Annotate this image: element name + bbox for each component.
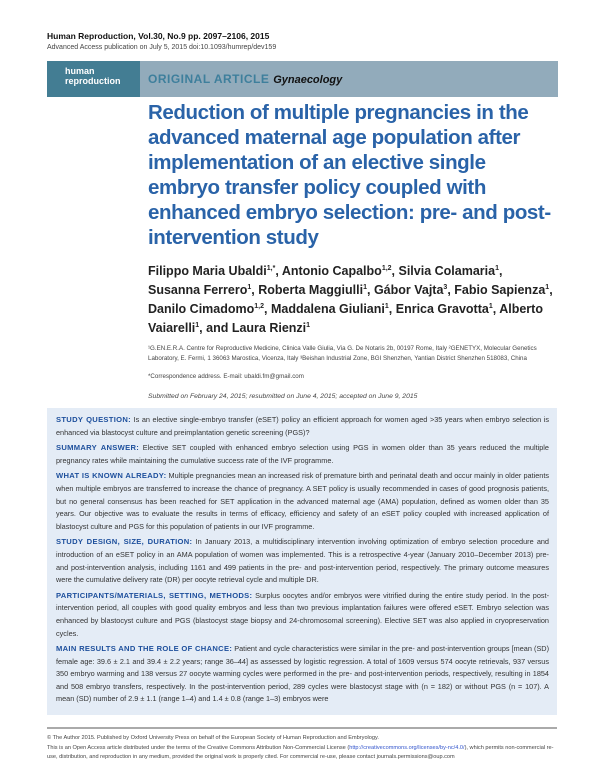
paper-title: Reduction of multiple pregnancies in the advanced maternal age population after implementation of an elective single embryo transfer policy coupled with enhanced embryo selection: pre- and post-intervention study <box>148 101 551 249</box>
affiliations: ¹G.EN.E.R.A. Centre for Reproductive Medicine, Clinica Valle Giulia, Via G. De Notaris 2b, 00197 Rome, Italy ²GENETYX, Molecular Genetics Laboratory, E. Fermi, 1 36063 Marostica, Vicenza, Italy ³Beishan Industrial Zone, BGI Shenzhen, Yantian District Shenzhen 518083, China <box>148 345 537 362</box>
abstract-section-label: STUDY QUESTION: <box>56 415 131 424</box>
copyright-line: © The Author 2015. Published by Oxford University Press on behalf of the European Society of Human Reproduction and Embryology. <box>47 735 379 742</box>
license-text: This is an Open Access article distributed under the terms of the Creative Commons Attribution Non-Commercial License ( <box>47 744 350 751</box>
section-label: Gynaecology <box>273 74 343 86</box>
author-affiliation-mark: 1 <box>195 321 200 329</box>
footer-divider <box>47 727 557 729</box>
author-affiliation-mark: 1,2 <box>254 302 264 310</box>
abstract-section-label: PARTICIPANTS/MATERIALS, SETTING, METHODS: <box>56 590 253 600</box>
abstract-section-text: In January 2013, a multidisciplinary intervention involving optimization of embryo selection procedure and introduction of an eSET policy in an AMA population of women was implemented. This is a retrospective 4-year (January 2010–December 2013) pre- and post-intervention analysis, including 1161 and 499 patients in the pre- and post-intervention period, respectively. The primary outcome measures were the cumulative delivery rate (DR) per oocyte retrieval cycle and multiple DR. <box>56 537 549 585</box>
abstract-section-label: STUDY DESIGN, SIZE, DURATION: <box>56 537 193 547</box>
logo-line: reproduction <box>65 76 121 86</box>
abstract-section-label: SUMMARY ANSWER: <box>56 443 140 453</box>
author-affiliation-mark: 3 <box>443 283 448 291</box>
author: Silvia Colamaria$^1$ <box>398 264 499 278</box>
author: Roberta Maggiulli$^1$ <box>258 283 367 297</box>
author-affiliation-mark: 1 <box>545 283 550 291</box>
author: Maddalena Giuliani$^1$ <box>270 302 389 316</box>
abstract-section-text: Is an elective single-embryo transfer (eSET) policy an efficient approach for women aged >35 years when embryo selection is enhanced via blastocyst culture and preimplantation genetic screening (PGS)? <box>56 415 549 437</box>
abstract-section-text: Patient and cycle characteristics were similar in the pre- and post-intervention groups [mean (SD) female age: 39.6 ± 2.1 and 39.4 ± 2.2 years; range 36–44] as assessed by logistic regression. A total of 1609 versus 574 oocyte retrievals, 937 versus 350 embryo warming and 138 versus 27 oocyte warming cycles were performed in the pre- and post-intervention periods, respectively, resulting in 1854 and 508 embryo transfers, respectively. In the post-intervention period, 289 cycles were blastocyst stage with (n = 182) or without PGS (n = 107). A mean (SD) number of 2.9 ± 1.1 (range 1–4) and 1.4 ± 0.8 (range 1–3) embryos were <box>56 644 550 704</box>
abstract-section <box>56 442 549 467</box>
author-list: Filippo Maria Ubaldi$^{1,*}$, Antonio Capalbo$^{1,2}$, Silvia Colamaria$^1$, Susanna Ferrero$^1$, Roberta Maggiulli$^1$, Gábor Vajta$^3$, Fabio Sapienza$^1$, Danilo Cimadomo$^{1,2}$, Maddalena Giuliani$^1$, Enrica Gravotta$^1$, Alberto Vaiarelli$^1$, and Laura Rienzi$^1$ <box>148 264 553 335</box>
author: Enrica Gravotta$^1$ <box>395 302 493 316</box>
logo-line: human <box>65 66 95 76</box>
author: Laura Rienzi$^1$ <box>231 321 311 335</box>
abstract-box <box>47 408 557 715</box>
abstract-section-text: Surplus oocytes and/or embryos were vitrified during the entire study period. In the post-intervention period, all couples with good quality embryos and less than two previous implantation failures were offered eSET. Embryo selection was enhanced by blastocyst culture and PGS (blastocyst stage biopsy and 24-chromosomal screening). Elective SET was also applied in cryopreservation cycles. <box>56 590 550 638</box>
author-affiliation-mark: 1,* <box>266 264 276 272</box>
author-affiliation-mark: 1 <box>247 283 252 291</box>
article-type-label: ORIGINAL ARTICLE <box>148 72 270 86</box>
abstract-section-text: Elective SET coupled with enhanced embryo selection using PGS in women older than 35 years reduced the multiple pregnancy rates while maintaining the cumulative success rate of the IVF programme. <box>56 443 549 465</box>
correspondence: *Correspondence address. E-mail: ubaldi.fm@gmail.com <box>148 373 304 380</box>
author: Antonio Capalbo$^{1,2}$ <box>281 264 392 278</box>
author-affiliation-mark: 1 <box>495 264 499 272</box>
journal-citation: Human Reproduction, Vol.30, No.9 pp. 2097–2106, 2015 <box>47 31 270 41</box>
abstract-section-text: Multiple pregnancies mean an increased risk of premature birth and perinatal death and occur mainly in older patients when multiple embryos are transferred to increase the chance of pregnancy. A SET policy is usually recommended in cases of good prognosis patients, but no general consensus has been reached for SET application in the advanced maternal age (AMA) population, defined as women older than 35 years. Our objective was to evaluate the results in terms of efficacy, efficiency and safety of an eSET policy coupled with increased application of blastocyst culture and PGS for this population of patients in our IVF programme. <box>56 471 549 531</box>
access-doi: Advanced Access publication on July 5, 2015 doi:10.1093/humrep/dev159 <box>47 44 277 51</box>
author: Gábor Vajta$^3$ <box>373 283 448 297</box>
abstract-section <box>56 590 549 640</box>
copyright-footer <box>47 734 558 763</box>
journal-banner <box>47 61 558 97</box>
abstract-section <box>56 536 549 586</box>
author-affiliation-mark: 1,2 <box>381 264 392 272</box>
license-link[interactable]: http://creativecommons.org/licenses/by-nc/4.0/ <box>349 744 465 751</box>
license-text: ), which permits non-commercial re-use, distribution, and reproduction in any medium, provided the original work is properly cited. For commercial re-use, please contact journals.permissions@oup.com <box>47 744 554 761</box>
abstract-section <box>56 414 549 439</box>
abstract-section-label: MAIN RESULTS AND THE ROLE OF CHANCE: <box>56 644 233 654</box>
submission-dates: Submitted on February 24, 2015; resubmitted on June 4, 2015; accepted on June 9, 2015 <box>148 393 418 400</box>
author: Filippo Maria Ubaldi$^{1,*}$ <box>148 264 276 278</box>
article-type <box>148 72 342 86</box>
author: Danilo Cimadomo$^{1,2}$ <box>148 302 264 316</box>
abstract-section <box>56 470 549 533</box>
abstract-section-label: WHAT IS KNOWN ALREADY: <box>56 471 167 481</box>
author-affiliation-mark: 1 <box>363 283 367 291</box>
author: Fabio Sapienza$^1$ <box>454 283 550 297</box>
author-affiliation-mark: 1 <box>488 302 493 310</box>
author-affiliation-mark: 1 <box>384 302 389 310</box>
author-affiliation-mark: 1 <box>306 321 311 329</box>
journal-logo <box>47 61 140 97</box>
abstract-section <box>56 643 549 706</box>
license-line <box>47 744 558 763</box>
author: Susanna Ferrero$^1$ <box>148 283 252 297</box>
author: Alberto Vaiarelli$^1$ <box>148 302 543 335</box>
article-header <box>148 100 558 402</box>
